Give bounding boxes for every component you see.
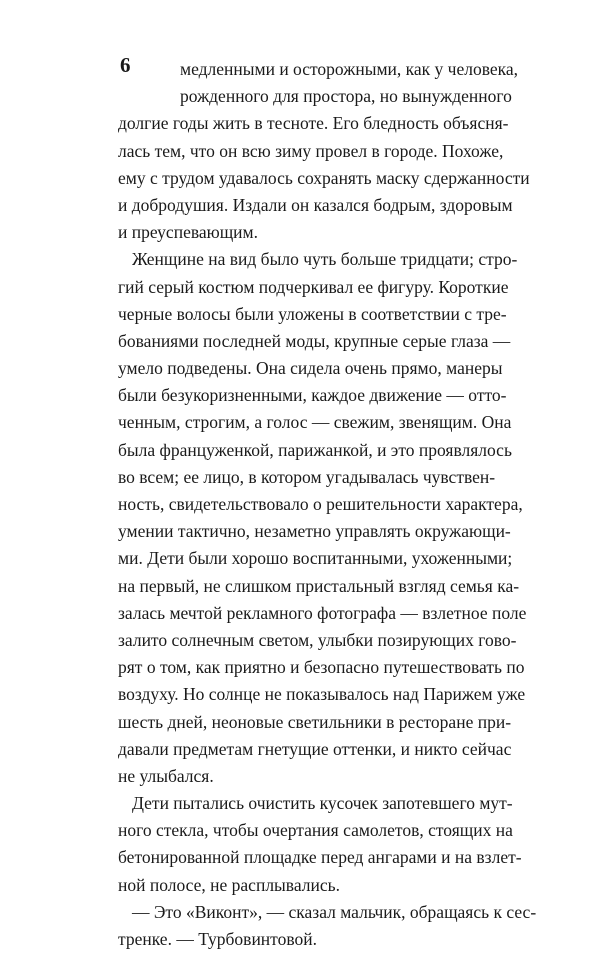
text-line: тренке. — Турбовинтовой. [118, 929, 317, 949]
text-line: ми. Дети были хорошо воспитанными, ухоженными; [118, 548, 513, 569]
text-line: бетонированной площадке перед ангарами и на взлет- [118, 847, 522, 868]
text-line: была француженкой, парижанкой, и это проявлялось [118, 439, 512, 460]
text-line: черные волосы были уложены в соответствии с тре- [118, 303, 507, 324]
text-line: ему с трудом удавалось сохранять маску сдержанности [118, 167, 530, 188]
text-line: ной полосе, не расплывались. [118, 874, 340, 895]
page-number: 6 [120, 53, 131, 77]
text-line: залито солнечным светом, улыбки позирующих гово- [118, 629, 517, 650]
text-line: рят о том, как приятно и безопасно путешествовать по [118, 657, 525, 678]
text-line: Дети пытались очистить кусочек запотевшего мут- [132, 793, 513, 814]
text-line: шесть дней, неоновые светильники в ресторане при- [118, 711, 512, 732]
text-line: залась мечтой рекламного фотографа — взлетное поле [118, 602, 527, 623]
text-line: лась тем, что он всю зиму провел в городе. Похоже, [118, 140, 504, 161]
text-line: воздуху. Но солнце не показывалось над Парижем уже [118, 684, 526, 705]
text-line: рожденного для простора, но вынужденного [180, 86, 512, 107]
text-line: на первый, не слишком пристальный взгляд семья ка- [118, 575, 520, 596]
text-line: ность, свидетельствовало о решительности характера, [118, 494, 523, 514]
text-line: не улыбался. [118, 765, 214, 786]
text-line: долгие годы жить в тесноте. Его бледность объясня- [118, 113, 509, 134]
text-line: умении тактично, незаметно управлять окружающи- [118, 521, 511, 542]
text-line: Женщине на вид было чуть больше тридцати; стро- [132, 249, 518, 270]
text-line: во всем; ее лицо, в котором угадывалась чувствен- [118, 466, 496, 487]
text-line: медленными и осторожными, как у человека, [180, 59, 519, 79]
text-line: бованиями последней моды, крупные серые глаза — [118, 330, 511, 351]
text-line: и добродушия. Издали он казался бодрым, здоровым [118, 194, 513, 215]
body-text [118, 56, 537, 953]
text-line: — Это «Виконт», — сказал мальчик, обращаясь к сес- [132, 901, 537, 922]
text-line: гий серый костюм подчеркивал ее фигуру. Короткие [118, 276, 509, 297]
text-line: ченным, строгим, а голос — свежим, звенящим. Она [118, 412, 512, 433]
text-line: и преуспевающим. [118, 222, 258, 243]
text-line: были безукоризненными, каждое движение — отто- [118, 385, 507, 406]
text-line: ного стекла, чтобы очертания самолетов, стоящих на [118, 820, 513, 841]
text-line: давали предметам гнетущие оттенки, и никто сейчас [118, 738, 512, 759]
text-line: умело подведены. Она сидела очень прямо, манеры [118, 358, 503, 379]
